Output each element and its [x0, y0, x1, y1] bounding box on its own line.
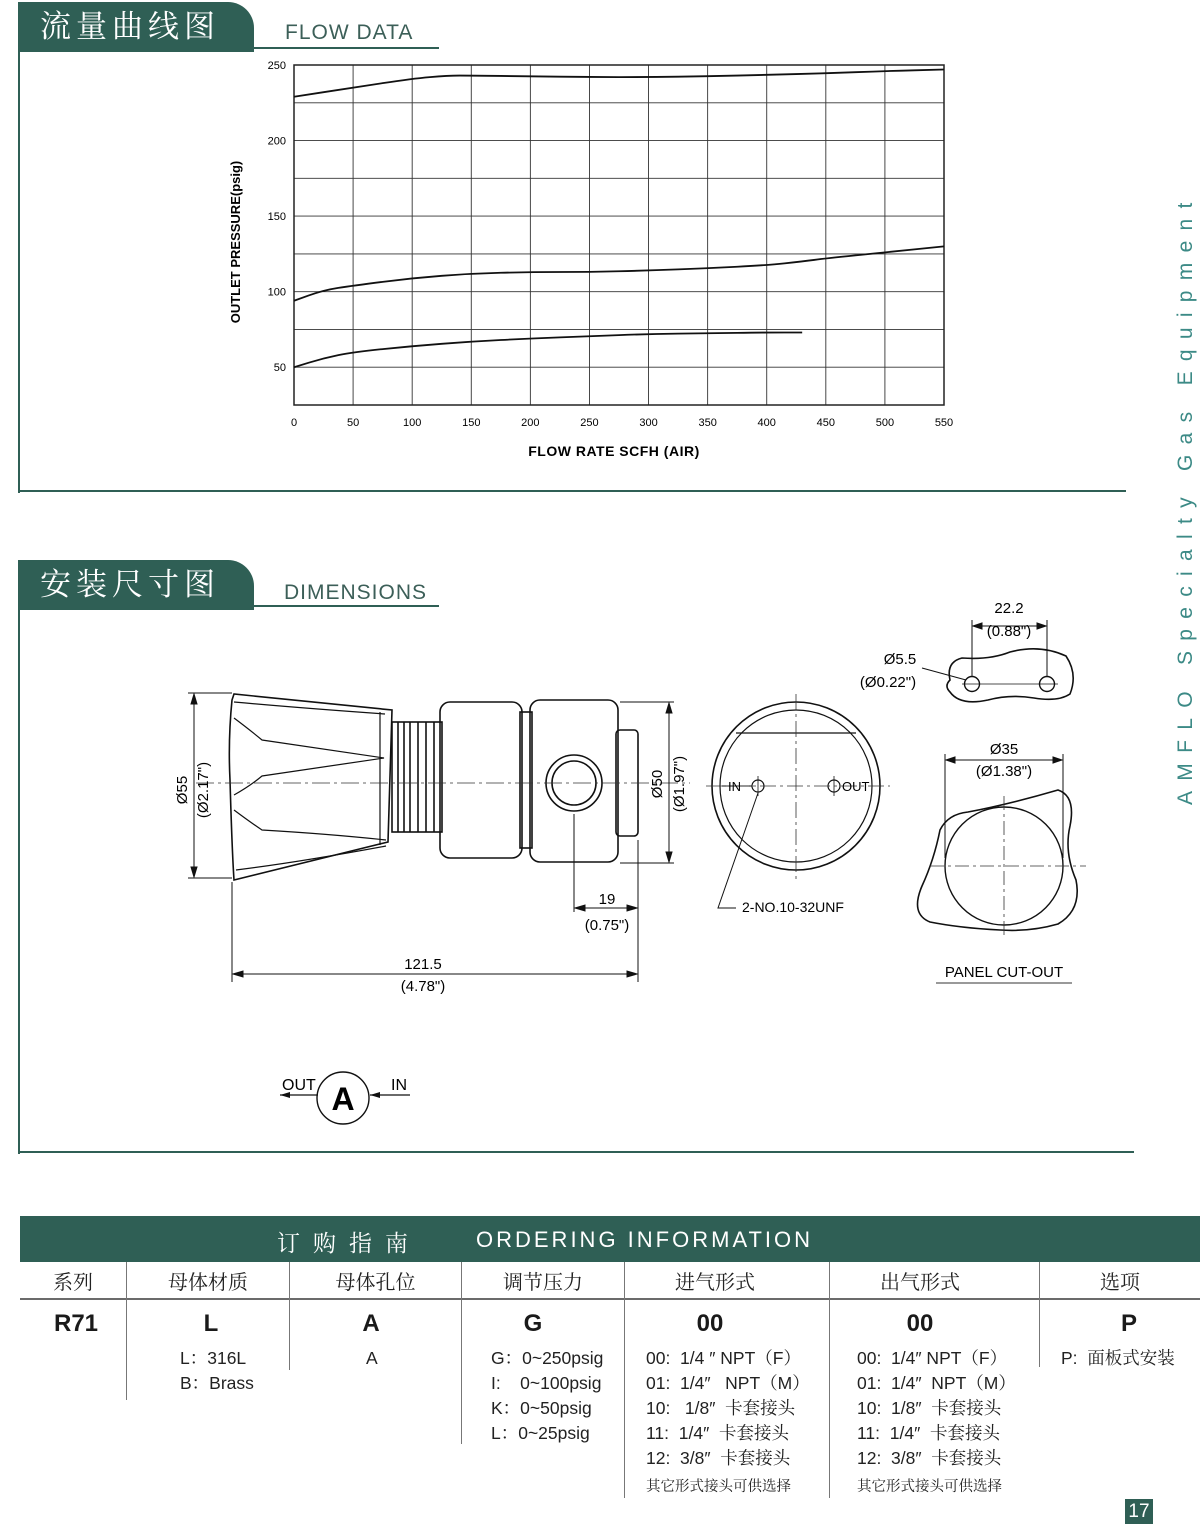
series-line-1 [294, 70, 944, 97]
code-port-config: A [362, 1310, 380, 1337]
option-material-l: L：316L [180, 1348, 247, 1368]
dimensions-section-title: 安装尺寸图 [18, 560, 254, 610]
mount-bracket [947, 649, 1073, 702]
x-tick-label: 150 [462, 417, 481, 429]
col-separator-4 [624, 1262, 625, 1498]
regulator-side-view [229, 694, 638, 880]
panel-cutout [918, 790, 1078, 930]
outlet-note: 其它形式接头可供选择 [857, 1479, 1002, 1495]
option-outlet-11: 11: 1/4″ 卡套接头 [857, 1423, 1000, 1443]
y-tick-label: 50 [273, 362, 286, 375]
option-inlet-10: 10: 1/8″ 卡套接头 [646, 1398, 796, 1418]
dim-19-label: 19 [598, 891, 616, 908]
option-panel-mount: P: 面板式安装 [1061, 1348, 1175, 1368]
col-header-inlet: 进气形式 [675, 1270, 755, 1294]
port-out-label: OUT [842, 779, 870, 794]
dimensions-section-subtitle: DIMENSIONS [284, 581, 428, 604]
y-tick-label: 100 [267, 286, 286, 299]
dim-hole-inch-label: (Ø0.22") [859, 674, 917, 691]
x-tick-label: 500 [875, 417, 895, 429]
x-tick-label: 300 [639, 417, 658, 429]
option-outlet-12: 12: 3/8″ 卡套接头 [857, 1448, 1002, 1468]
series-line-2 [294, 246, 944, 300]
dim-dia50-inch-label: (Ø1.97") [671, 755, 688, 813]
dim-22-label: 22.2 [994, 600, 1024, 617]
option-inlet-12: 12: 3/8″ 卡套接头 [646, 1448, 791, 1468]
col-header-pressure: 调节压力 [503, 1270, 583, 1294]
x-tick-label: 50 [346, 417, 360, 429]
panel-cutout-label: PANEL CUT-OUT [944, 964, 1064, 981]
code-pressure: G [523, 1310, 543, 1337]
dim-length-label: 121.5 [404, 956, 442, 973]
dim-19-inch-label: (0.75") [584, 917, 630, 934]
hole-leader-line [922, 668, 966, 680]
code-inlet: 00 [696, 1310, 724, 1337]
dim-35-inch-label: (Ø1.38") [975, 763, 1033, 780]
x-tick-label: 100 [403, 417, 422, 429]
col-header-material: 母体材质 [168, 1270, 248, 1294]
option-pressure-g: G：0~250psig [491, 1348, 604, 1368]
option-port-a: A [366, 1348, 378, 1368]
page-number: 17 [1125, 1499, 1153, 1524]
option-pressure-k: K：0~50psig [491, 1398, 592, 1418]
y-axis-label: OUTLET PRESSURE(psig) [228, 160, 243, 324]
option-outlet-01: 01: 1/4″ NPT（M） [857, 1373, 1016, 1393]
option-pressure-i: I: 0~100psig [491, 1373, 602, 1393]
dim-dia55-inch-label: (Ø2.17") [195, 761, 212, 819]
x-tick-label: 400 [757, 417, 776, 429]
inlet-note: 其它形式接头可供选择 [646, 1479, 791, 1495]
code-series: R71 [53, 1310, 99, 1337]
chart-grid [294, 65, 944, 405]
x-tick-labels [291, 417, 953, 429]
option-material-b: B：Brass [180, 1373, 254, 1393]
col-separator-5 [829, 1262, 830, 1498]
dim-length-inch-label: (4.78") [400, 978, 446, 995]
flow-chart [0, 0, 1200, 500]
x-axis-label: FLOW RATE SCFH (AIR) [528, 443, 700, 459]
option-outlet-00: 00: 1/4″ NPT（F） [857, 1348, 1008, 1368]
dimension-drawing [0, 590, 1200, 1150]
y-tick-label: 200 [267, 135, 286, 148]
code-outlet: 00 [906, 1310, 934, 1337]
x-tick-label: 450 [816, 417, 835, 429]
option-inlet-11: 11: 1/4″ 卡套接头 [646, 1423, 789, 1443]
x-tick-label: 250 [580, 417, 599, 429]
option-outlet-10: 10: 1/8″ 卡套接头 [857, 1398, 1002, 1418]
port-in-label: IN [728, 779, 741, 794]
collar [440, 702, 522, 858]
ordering-title-en: ORDERING INFORMATION [476, 1227, 814, 1252]
chart-series [294, 70, 944, 368]
option-pressure-l: L：0~25psig [491, 1423, 590, 1443]
option-inlet-01: 01: 1/4″ NPT（M） [646, 1373, 810, 1393]
x-tick-label: 200 [521, 417, 540, 429]
port-symbol-out: OUT [282, 1077, 316, 1094]
x-tick-label: 0 [290, 417, 298, 429]
code-option: P [1120, 1310, 1137, 1337]
option-inlet-00: 00: 1/4 ″ NPT（F） [646, 1348, 801, 1368]
port-symbol-in: IN [391, 1077, 407, 1094]
ordering-title-cn: 订购指南 [277, 1231, 421, 1257]
dim-22-inch-label: (0.88") [986, 623, 1032, 640]
dim-hole-label: Ø5.5 [883, 651, 917, 668]
x-tick-label: 350 [698, 417, 717, 429]
y-tick-labels [268, 60, 286, 374]
y-tick-label: 250 [267, 60, 286, 72]
col-header-outlet: 出气形式 [880, 1270, 960, 1294]
col-header-option: 选项 [1100, 1270, 1140, 1294]
dim-dia50-label: Ø50 [649, 769, 666, 799]
code-material: L [203, 1310, 219, 1337]
col-header-port-config: 母体孔位 [335, 1270, 416, 1294]
flow-section-title: 流量曲线图 [18, 2, 254, 52]
ordering-header-divider [20, 1298, 1200, 1300]
series-line-3 [294, 332, 802, 367]
x-tick-label: 550 [934, 417, 954, 429]
ordering-header-bar [20, 1216, 1200, 1262]
dimensions-frame-bottom [18, 1151, 1134, 1153]
dim-dia55-label: Ø55 [174, 775, 191, 805]
thread-label: 2-NO.10-32UNF [742, 899, 844, 915]
port-symbol-letter: A [331, 1081, 355, 1117]
flow-section-subtitle: FLOW DATA [285, 21, 414, 44]
col-header-series: 系列 [53, 1270, 93, 1294]
side-brand-text: AMFLO Specialty Gas Equipment [1174, 192, 1197, 805]
dim-35-label: Ø35 [989, 741, 1019, 758]
y-tick-label: 150 [267, 211, 286, 224]
chart-plot-frame [294, 65, 944, 405]
knob-body [229, 694, 392, 880]
